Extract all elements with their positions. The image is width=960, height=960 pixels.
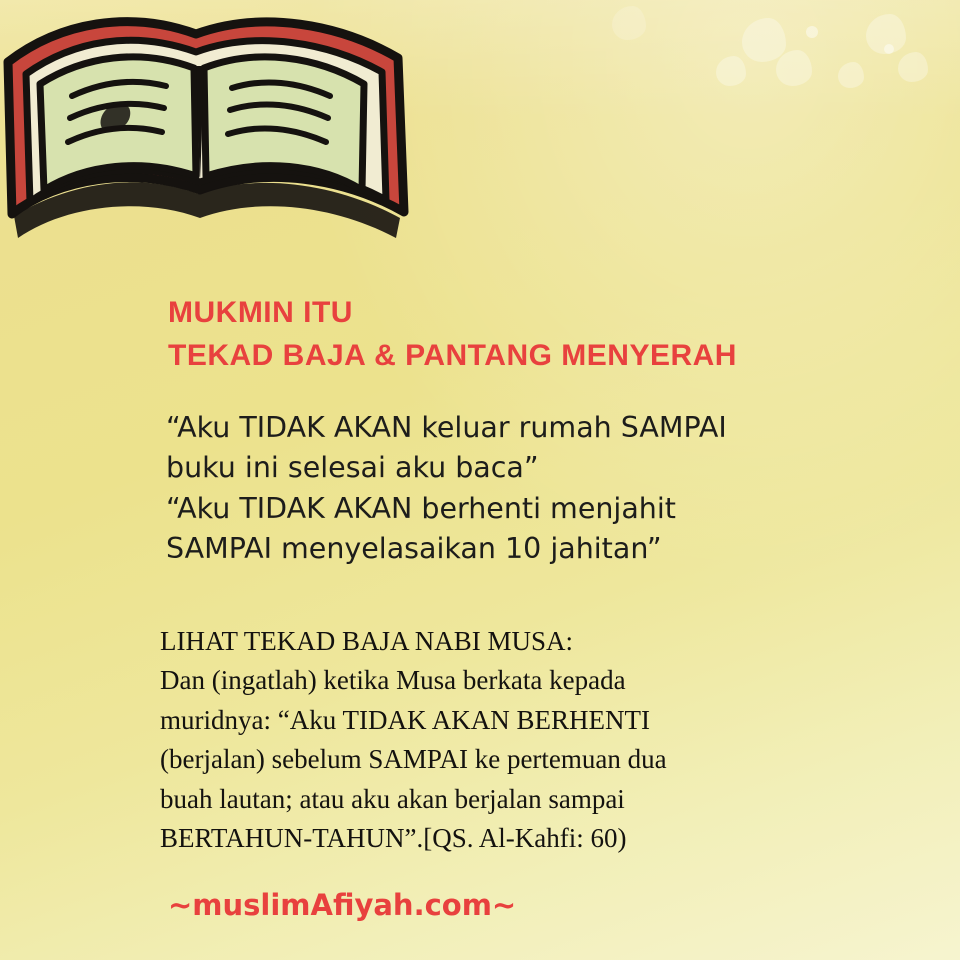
body-line: LIHAT TEKAD BAJA NABI MUSA:	[160, 626, 574, 656]
body-line: (berjalan) sebelum SAMPAI ke pertemuan dua	[160, 744, 667, 775]
poster-heading	[168, 292, 737, 377]
open-book-icon	[0, 0, 420, 320]
quote-line: “Aku TIDAK AKAN berhenti menjahit	[166, 491, 676, 525]
body-line: buah lautan; atau aku akan berjalan sampai	[160, 783, 625, 814]
body-line: muridnya: “Aku TIDAK AKAN BERHENTI	[160, 704, 650, 735]
decorative-motif	[884, 44, 894, 54]
decorative-motif	[776, 50, 812, 86]
decorative-motif	[838, 62, 864, 88]
heading-line-2: TEKAD BAJA & PANTANG MENYERAH	[168, 338, 737, 372]
decorative-motif	[898, 52, 928, 82]
body-line: BERTAHUN-TAHUN”.[QS. Al-Kahfi: 60)	[160, 823, 627, 854]
body-line: Dan (ingatlah) ketika Musa berkata kepada	[160, 665, 626, 696]
heading-line-1: MUKMIN ITU	[168, 296, 353, 329]
quote-line: SAMPAI menyelasaikan 10 jahitan”	[166, 532, 662, 566]
website-credit[interactable]: ~muslimAfiyah.com~	[168, 888, 517, 922]
quote-line: “Aku TIDAK AKAN keluar rumah SAMPAI	[166, 411, 727, 444]
decorative-motif	[716, 56, 746, 86]
decorative-motif	[806, 26, 818, 38]
quote-block	[166, 408, 866, 570]
quote-line: buku ini selesai aku baca”	[166, 451, 539, 485]
body-text-block	[160, 622, 900, 858]
decorative-motif	[742, 18, 786, 62]
decorative-motif	[612, 6, 646, 40]
decorative-motif	[866, 14, 906, 54]
